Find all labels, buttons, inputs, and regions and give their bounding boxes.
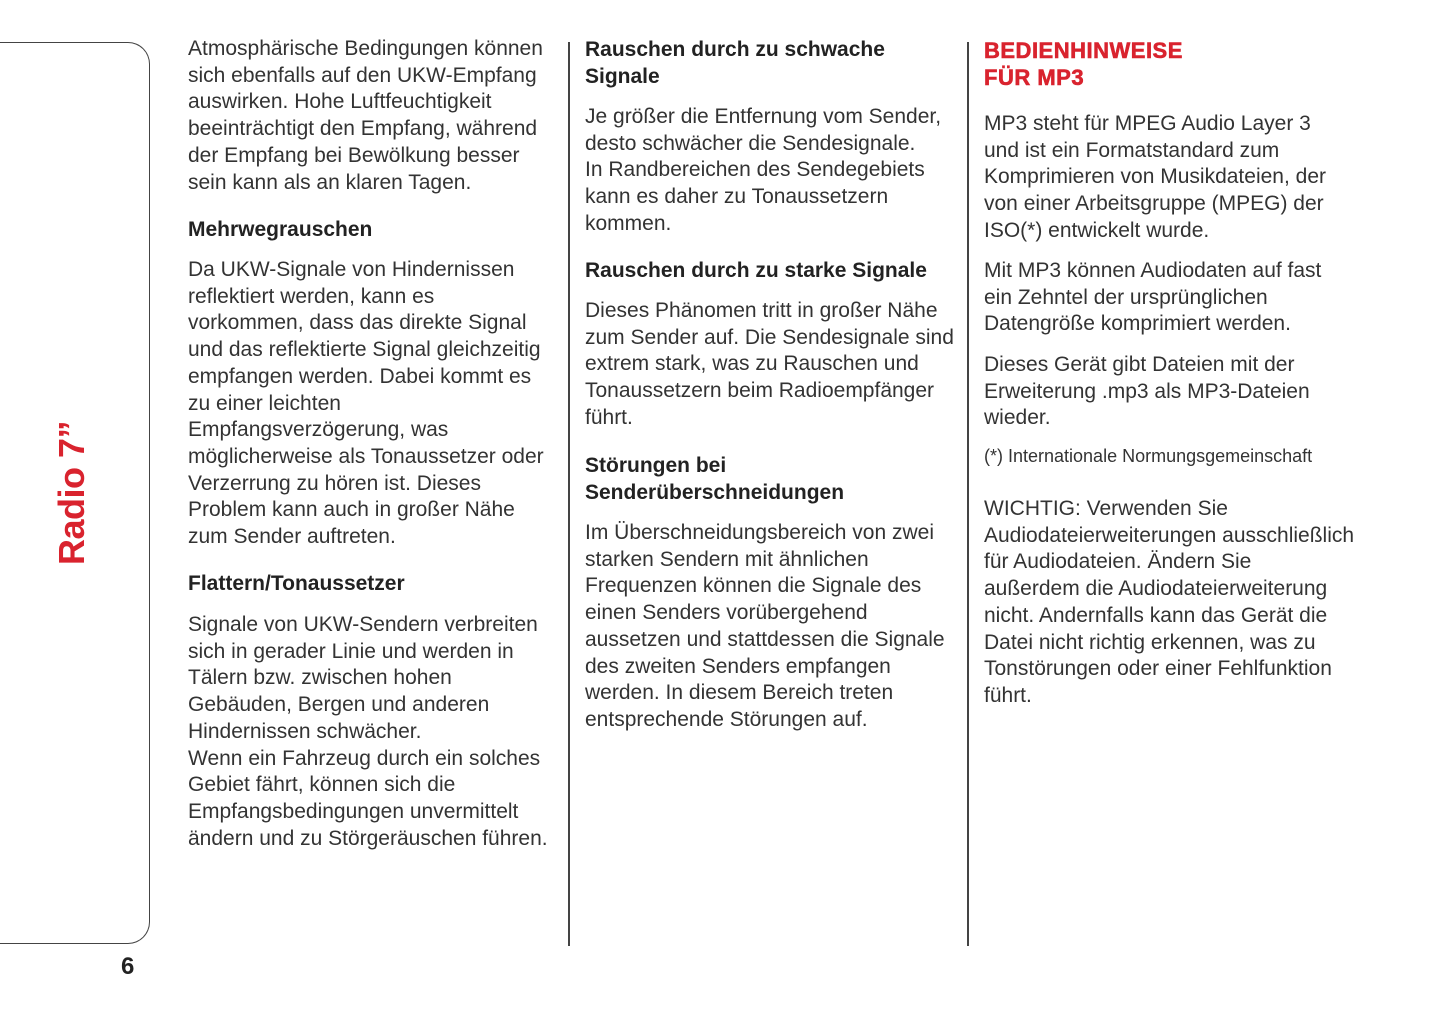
paragraph: Da UKW-Signale von Hindernissen reflektiert werden, kann es vorkommen, dass das direkte Signal und das reflektierte Signal gleichzeitig empfangen werden. Dabei kommt es zu einer leichten Empfangsverzögerung, was möglicherweise als Tonaussetzer oder Verzerrung zu hören ist. Dieses Problem kann auch in großer Nähe zum Sender auftreten. <box>188 258 544 549</box>
paragraph: MP3 steht für MPEG Audio Layer 3 und ist ein Formatstandard zum Komprimieren von Musikdateien, der von einer Arbeitsgruppe (MPEG) der ISO(*) entwickelt wurde. <box>984 112 1326 242</box>
paragraph: Im Überschneidungsbereich von zwei starken Sendern mit ähnlichen Frequenzen können die Signale des einen Senders vorübergehend aussetzen und stattdessen die Signale des zweiten Senders empfangen werden. In diesem Bereich treten entsprechende Störungen auf. <box>585 521 945 731</box>
chapter-heading: BEDIENHINWEISE FÜR MP3 <box>984 38 1183 90</box>
column-divider <box>967 42 969 946</box>
footnote: (*) Internationale Normungsgemeinschaft <box>984 446 1313 466</box>
important-note: WICHTIG: Verwenden Sie Audiodateierweiterungen ausschließlich für Audiodateien. Ändern Sie außerdem die Audiodateierweiterung nicht. Andernfalls kann das Gerät die Datei nicht richtig erkennen, was zu Tonstörungen oder einer Fehlfunktion führt. <box>984 497 1355 707</box>
paragraph: Dieses Gerät gibt Dateien mit der Erweiterung .mp3 als MP3-Dateien wieder. <box>984 353 1310 430</box>
chapter-title: Radio 7” <box>51 420 92 566</box>
paragraph: Atmosphärische Bedingungen können sich ebenfalls auf den UKW-Empfang auswirken. Hohe Luftfeuchtigkeit beeinträchtigt den Empfang, während der Empfang bei Bewölkung besser sein kann als an klaren Tagen. <box>188 37 543 194</box>
paragraph: Signale von UKW-Sendern verbreiten sich in gerader Linie und werden in Tälern bzw. zwischen hohen Gebäuden, Bergen und anderen Hindernissen schwächer. Wenn ein Fahrzeug durch ein solches Gebiet fährt, können sich die Empfangsbedingungen unvermittelt ändern und zu Störgeräuschen führen. <box>188 613 548 850</box>
paragraph: Je größer die Entfernung vom Sender, desto schwächer die Sendesignale. In Randbereichen des Sendegebiets kann es daher zu Tonaussetzern kommen. <box>585 105 942 235</box>
section-heading: Rauschen durch zu schwache Signale <box>585 38 885 88</box>
section-heading: Flattern/Tonaussetzer <box>188 572 405 595</box>
section-heading: Störungen bei Senderüberschneidungen <box>585 454 845 504</box>
paragraph: Dieses Phänomen tritt in großer Nähe zum Sender auf. Die Sendesignale sind extrem stark, was zu Rauschen und Tonaussetzern beim Radioempfänger führt. <box>585 299 954 429</box>
page-number: 6 <box>121 953 135 980</box>
section-heading: Mehrwegrauschen <box>188 218 373 241</box>
column-divider <box>568 42 570 946</box>
paragraph: Mit MP3 können Audiodaten auf fast ein Zehntel der ursprünglichen Datengröße komprimiert werden. <box>984 259 1322 336</box>
section-heading: Rauschen durch zu starke Signale <box>585 259 927 282</box>
